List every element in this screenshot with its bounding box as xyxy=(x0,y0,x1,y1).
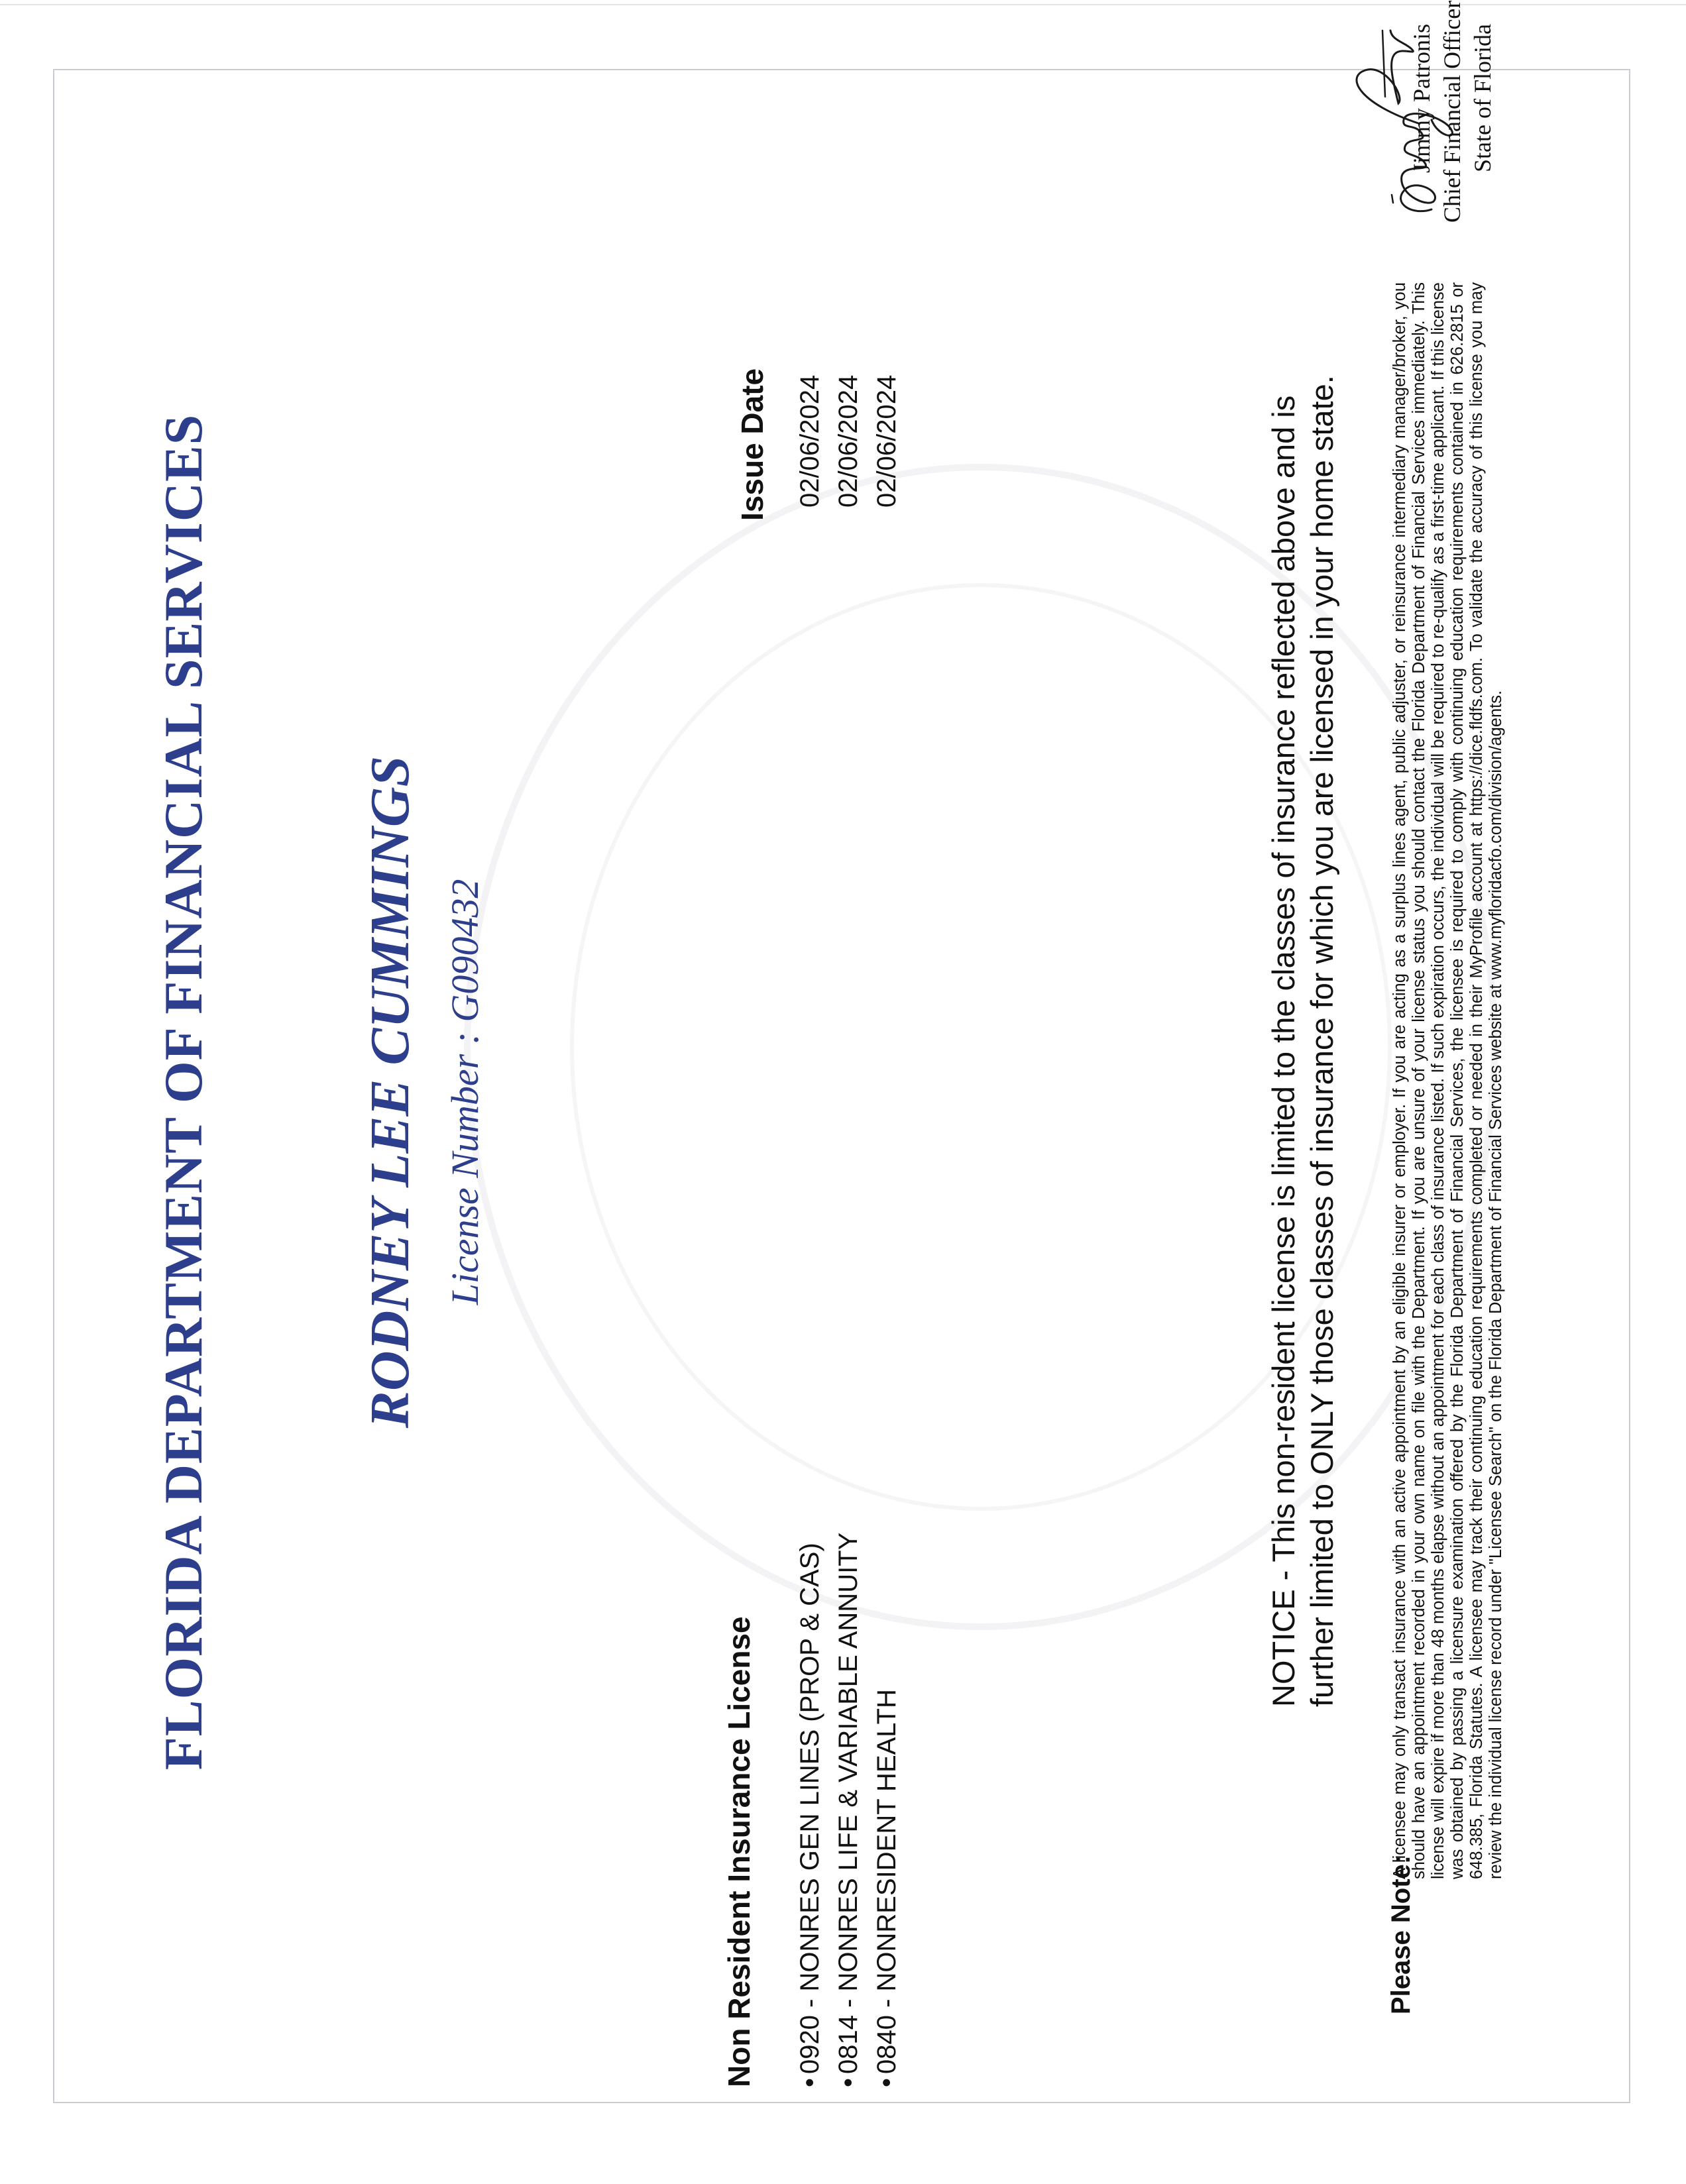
issue-date-value: 02/06/2024 xyxy=(872,374,901,508)
bullet-icon: • xyxy=(834,2077,863,2087)
license-class-item xyxy=(795,1533,834,2087)
bullet-icon: • xyxy=(872,2077,901,2087)
license-class-list xyxy=(795,1533,911,2087)
please-note-label: Please Note: xyxy=(1386,1855,1416,2014)
please-note-text: A licensee may only transact insurance with an active appointment by an eligible insurer or employer. If you are acting as a surplus lines agent, public adjuster, or reinsurance intermediary manager/broker, you should have an appointment recorded in your own name on file with the Department. If you are unsure of your license status you should contact the Florida Department of Financial Services immediately. This license will expire if more than 48 months elapse without an appointment for each class of insurance listed. If such expiration occurs, the individual will be required to re-qualify as a first-time applicant. If this license was obtained by passing a licensure examination offered by the Florida Department of Financial Services, the licensee is required to comply with continuing education requirements contained in 626.2815 or 648.385, Florida Statutes. A licensee may track their continuing education requirements completed or needed in their MyProfile account at https://dice.fldfs.com. To validate the accuracy of this license you may review the individual license record under "Licensee Search" on the Florida Department of Financial Services website at www.myfloridacfo.com/division/agents. xyxy=(1390,282,1505,1879)
bullet-icon: • xyxy=(795,2077,824,2087)
notice-text: NOTICE - This non-resident license is limited to the classes of insurance reflected above and is further limited to ONLY those classes of insurance for which you are licensed in your home state. xyxy=(1266,375,1339,1707)
issue-date-list xyxy=(795,375,911,508)
signatory-block xyxy=(1406,0,1498,223)
license-type-heading: Non Resident Insurance License xyxy=(722,1616,756,2087)
signatory-name: Jimmy Patronis xyxy=(1408,24,1435,174)
license-number: License Number : G090432 xyxy=(443,879,486,1305)
license-class-item xyxy=(834,1533,872,2087)
licensee-name: RODNEY LEE CUMMINGS xyxy=(359,755,421,1429)
issue-date-value: 02/06/2024 xyxy=(795,374,824,508)
license-class-label: 0920 - NONRES GEN LINES (PROP & CAS) xyxy=(795,1543,824,2074)
department-title: FLORIDA DEPARTMENT OF FINANCIAL SERVICES xyxy=(153,413,213,1771)
issue-date-value: 02/06/2024 xyxy=(834,374,863,508)
signatory-title: Chief Financial Officer xyxy=(1439,0,1465,223)
issue-date-heading: Issue Date xyxy=(735,368,769,521)
license-class-item xyxy=(872,1533,911,2087)
license-class-label: 0814 - NONRES LIFE & VARIABLE ANNUITY xyxy=(834,1532,863,2074)
signatory-org: State of Florida xyxy=(1469,24,1496,172)
license-class-label: 0840 - NONRESIDENT HEALTH xyxy=(872,1689,901,2074)
